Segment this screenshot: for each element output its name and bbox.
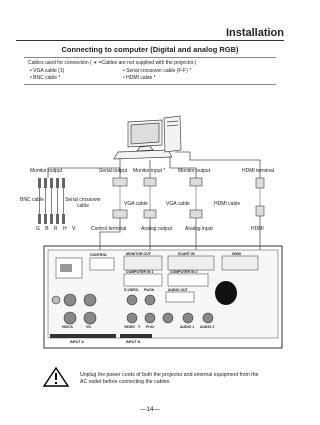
panel-input-b: INPUT B: [126, 340, 140, 344]
label-serial-output: Serial output: [99, 168, 128, 174]
page-title: Connecting to computer (Digital and analog RGB): [61, 45, 239, 54]
panel-y: Y: [138, 325, 141, 329]
panel-audio-out: AUDIO OUT: [168, 288, 188, 292]
label-control-terminal: Control terminal: [91, 226, 127, 232]
computer-illustration: [114, 116, 181, 159]
cable-item-bnc: • BNC cable *: [30, 75, 61, 81]
panel-input-a: INPUT A: [70, 340, 84, 344]
panel-hv-cs: HD/CS: [62, 325, 73, 329]
panel-vd: VD: [86, 325, 91, 329]
panel-scart-in: SCART IN: [178, 252, 195, 256]
label-bnc-letters: G B R H V: [36, 226, 78, 232]
panel-s-video: S-VIDEO: [124, 288, 139, 292]
bnc-connectors-top: [38, 178, 65, 188]
label-vga-cable-2: VGA cable: [166, 201, 190, 207]
hdmi-cable: [256, 178, 264, 216]
panel-connection-lines: [100, 216, 260, 250]
label-bnc-cable: BNC cable: [20, 197, 44, 203]
cable-item-serial: • Serial crossover cable (F-F) *: [123, 68, 192, 74]
cables-note: Cables used for connection ( ∗ =Cables are not supplied with the projector.): [28, 60, 197, 66]
label-serial-crossover-cable: Serial crossover cable: [65, 197, 101, 209]
panel-hdmi: HDMI: [232, 252, 241, 256]
panel-audio-1: AUDIO 1: [180, 325, 195, 329]
label-monitor-input: Monitor input *: [133, 168, 166, 174]
section-title: Installation: [225, 27, 284, 39]
bnc-connectors-bottom: [38, 214, 65, 224]
panel-audio-2: AUDIO 2: [200, 325, 215, 329]
serial-cable: [113, 178, 127, 218]
label-hdmi-terminal: HDMI terminal: [242, 168, 274, 174]
panel-computer-in-1: COMPUTER IN 1: [126, 270, 154, 274]
label-monitor-output-left: Monitor output: [30, 168, 62, 174]
label-vga-cable-1: VGA cable: [124, 201, 148, 207]
warning-text: Unplug the power cords of both the projector and external equipment from the AC outlet before connecting the cables.: [80, 372, 259, 385]
label-analog-input: Analog input: [185, 226, 213, 232]
panel-video: VIDEO: [124, 325, 135, 329]
panel-monitor-out: MONITOR OUT: [126, 252, 151, 256]
page-number: —14—: [139, 406, 161, 413]
label-analog-output: Analog output: [141, 226, 172, 232]
cable-item-hdmi: • HDMI cable *: [123, 75, 156, 81]
panel-computer-in-2: COMPUTER IN 2: [170, 270, 198, 274]
cable-item-vga: • VGA cable (1): [30, 68, 65, 74]
panel-pr-cr: Pr/Cr: [146, 325, 155, 329]
terminal-panel: [44, 246, 282, 348]
vga-cable-1: [144, 178, 156, 218]
panel-pb-cb: Pb/Cb: [144, 288, 155, 292]
label-hdmi: HDMI: [251, 226, 264, 232]
warning-icon: [44, 368, 68, 386]
panel-control: CONTROL: [90, 253, 108, 257]
vga-cable-2: [190, 178, 202, 218]
label-monitor-output-right: Monitor output: [178, 168, 210, 174]
label-hdmi-cable: HDMI cable: [214, 201, 241, 207]
